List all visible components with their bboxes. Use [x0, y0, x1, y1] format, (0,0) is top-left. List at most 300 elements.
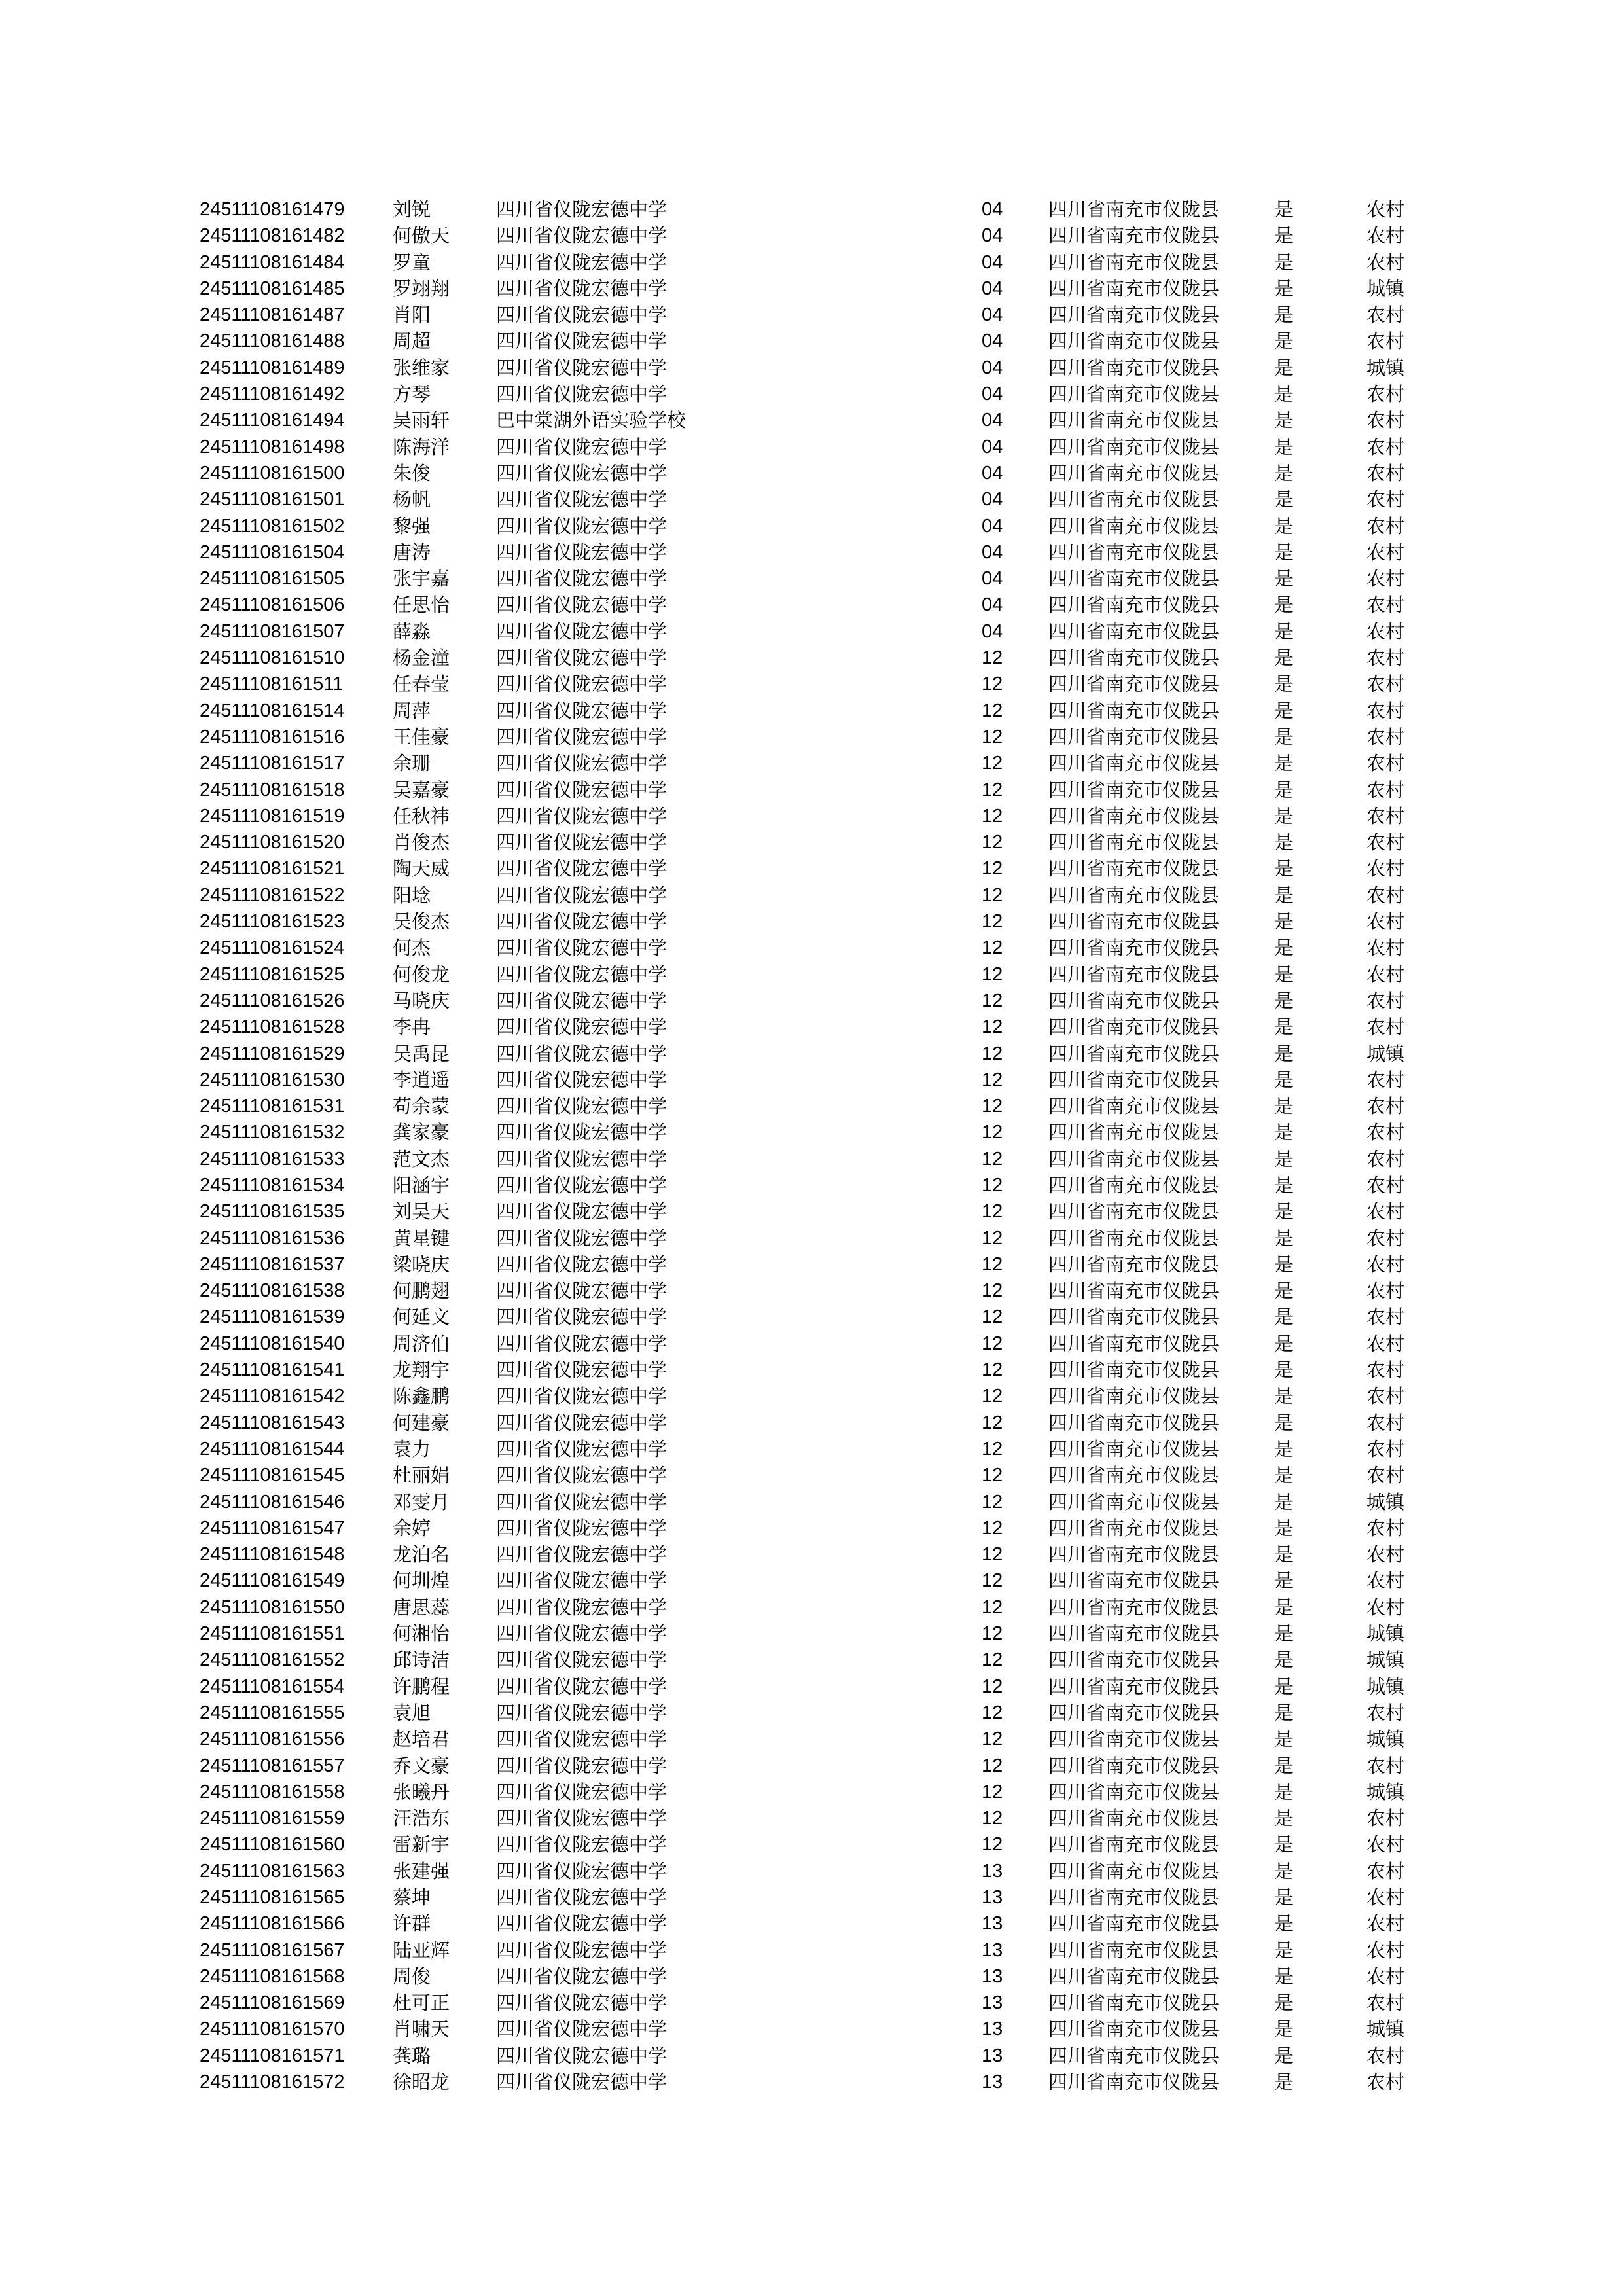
residence-type-cell: 城镇 — [1366, 1675, 1405, 1698]
table-row — [0, 829, 1623, 855]
category-code-cell: 12 — [982, 1280, 1003, 1302]
school-name-cell: 四川省仪陇宏德中学 — [496, 277, 668, 300]
address-cell: 四川省南充市仪陇县 — [1048, 937, 1220, 960]
category-code-cell: 12 — [982, 1227, 1003, 1249]
table-row — [0, 565, 1623, 592]
table-row — [0, 1251, 1623, 1278]
address-cell: 四川省南充市仪陇县 — [1048, 541, 1220, 564]
address-cell: 四川省南充市仪陇县 — [1048, 224, 1220, 247]
residence-type-cell: 城镇 — [1366, 1490, 1405, 1513]
category-code-cell: 12 — [982, 1544, 1003, 1566]
student-name-cell: 何俊龙 — [393, 963, 450, 986]
category-code-cell: 12 — [982, 1649, 1003, 1671]
student-id-cell: 24511108161539 — [200, 1306, 345, 1328]
category-code-cell: 04 — [982, 489, 1003, 511]
flag-cell: 是 — [1274, 356, 1294, 379]
table-row — [0, 1331, 1623, 1357]
address-cell: 四川省南充市仪陇县 — [1048, 330, 1220, 353]
address-cell: 四川省南充市仪陇县 — [1048, 1042, 1220, 1065]
student-name-cell: 刘锐 — [393, 198, 431, 221]
school-name-cell: 四川省仪陇宏德中学 — [496, 1332, 668, 1355]
address-cell: 四川省南充市仪陇县 — [1048, 1332, 1220, 1355]
category-code-cell: 12 — [982, 1781, 1003, 1803]
flag-cell: 是 — [1274, 2044, 1294, 2067]
flag-cell: 是 — [1274, 857, 1294, 880]
category-code-cell: 12 — [982, 1386, 1003, 1407]
student-id-cell: 24511108161560 — [200, 1834, 345, 1856]
student-name-cell: 袁力 — [393, 1437, 431, 1460]
address-cell: 四川省南充市仪陇县 — [1048, 1200, 1220, 1223]
student-id-cell: 24511108161550 — [200, 1596, 345, 1618]
address-cell: 四川省南充市仪陇县 — [1048, 594, 1220, 617]
school-name-cell: 四川省仪陇宏德中学 — [496, 330, 668, 353]
table-row — [0, 1621, 1623, 1647]
flag-cell: 是 — [1274, 1016, 1294, 1039]
category-code-cell: 12 — [982, 1808, 1003, 1829]
flag-cell: 是 — [1274, 1965, 1294, 1988]
student-id-cell: 24511108161492 — [200, 384, 345, 405]
school-name-cell: 四川省仪陇宏德中学 — [496, 383, 668, 406]
address-cell: 四川省南充市仪陇县 — [1048, 1464, 1220, 1487]
school-name-cell: 四川省仪陇宏德中学 — [496, 356, 668, 379]
table-row — [0, 223, 1623, 249]
address-cell: 四川省南充市仪陇县 — [1048, 435, 1220, 458]
flag-cell: 是 — [1274, 752, 1294, 775]
flag-cell: 是 — [1274, 1227, 1294, 1249]
residence-type-cell: 农村 — [1366, 1833, 1405, 1856]
residence-type-cell: 农村 — [1366, 1464, 1405, 1487]
student-id-cell: 24511108161479 — [200, 199, 345, 220]
table-row — [0, 1119, 1623, 1145]
student-name-cell: 龚璐 — [393, 2044, 431, 2067]
table-row — [0, 1357, 1623, 1383]
table-row — [0, 1041, 1623, 1067]
residence-type-cell: 城镇 — [1366, 277, 1405, 300]
address-cell: 四川省南充市仪陇县 — [1048, 461, 1220, 484]
residence-type-cell: 城镇 — [1366, 1728, 1405, 1751]
address-cell: 四川省南充市仪陇县 — [1048, 1253, 1220, 1276]
category-code-cell: 04 — [982, 515, 1003, 537]
school-name-cell: 四川省仪陇宏德中学 — [496, 1859, 668, 1882]
address-cell: 四川省南充市仪陇县 — [1048, 1306, 1220, 1329]
category-code-cell: 12 — [982, 990, 1003, 1011]
table-row — [0, 1647, 1623, 1673]
school-name-cell: 巴中棠湖外语实验学校 — [496, 409, 687, 432]
flag-cell: 是 — [1274, 1253, 1294, 1276]
student-id-cell: 24511108161511 — [200, 673, 344, 695]
student-id-cell: 24511108161529 — [200, 1043, 345, 1064]
flag-cell: 是 — [1274, 514, 1294, 537]
school-name-cell: 四川省仪陇宏德中学 — [496, 2071, 668, 2094]
student-name-cell: 罗童 — [393, 251, 431, 274]
address-cell: 四川省南充市仪陇县 — [1048, 567, 1220, 590]
student-name-cell: 何杰 — [393, 937, 431, 960]
student-name-cell: 吴禹昆 — [393, 1042, 450, 1065]
student-name-cell: 吴嘉豪 — [393, 778, 450, 801]
table-row — [0, 328, 1623, 354]
school-name-cell: 四川省仪陇宏德中学 — [496, 1411, 668, 1434]
student-name-cell: 许群 — [393, 1912, 431, 1935]
address-cell: 四川省南充市仪陇县 — [1048, 884, 1220, 906]
table-row — [0, 1093, 1623, 1119]
student-id-cell: 24511108161541 — [200, 1359, 345, 1381]
school-name-cell: 四川省仪陇宏德中学 — [496, 620, 668, 643]
school-name-cell: 四川省仪陇宏德中学 — [496, 910, 668, 933]
flag-cell: 是 — [1274, 910, 1294, 933]
category-code-cell: 12 — [982, 858, 1003, 880]
student-name-cell: 许鹏程 — [393, 1675, 450, 1698]
table-row — [0, 1726, 1623, 1752]
residence-type-cell: 农村 — [1366, 1227, 1405, 1249]
address-cell: 四川省南充市仪陇县 — [1048, 1543, 1220, 1566]
table-row — [0, 935, 1623, 961]
residence-type-cell: 农村 — [1366, 1701, 1405, 1724]
school-name-cell: 四川省仪陇宏德中学 — [496, 488, 668, 511]
table-row — [0, 1831, 1623, 1857]
flag-cell: 是 — [1274, 461, 1294, 484]
flag-cell: 是 — [1274, 1200, 1294, 1223]
category-code-cell: 13 — [982, 2072, 1003, 2093]
table-row — [0, 1383, 1623, 1409]
student-id-cell: 24511108161502 — [200, 515, 345, 537]
address-cell: 四川省南充市仪陇县 — [1048, 1227, 1220, 1249]
table-row — [0, 750, 1623, 776]
address-cell: 四川省南充市仪陇县 — [1048, 699, 1220, 722]
category-code-cell: 12 — [982, 1517, 1003, 1539]
table-row — [0, 1278, 1623, 1304]
residence-type-cell: 农村 — [1366, 330, 1405, 353]
school-name-cell: 四川省仪陇宏德中学 — [496, 1570, 668, 1592]
flag-cell: 是 — [1274, 1939, 1294, 1962]
school-name-cell: 四川省仪陇宏德中学 — [496, 804, 668, 827]
address-cell: 四川省南充市仪陇县 — [1048, 831, 1220, 854]
flag-cell: 是 — [1274, 1174, 1294, 1196]
residence-type-cell: 农村 — [1366, 488, 1405, 511]
flag-cell: 是 — [1274, 963, 1294, 986]
flag-cell: 是 — [1274, 1332, 1294, 1355]
category-code-cell: 04 — [982, 541, 1003, 563]
school-name-cell: 四川省仪陇宏德中学 — [496, 1780, 668, 1803]
student-name-cell: 杨帆 — [393, 488, 431, 511]
address-cell: 四川省南充市仪陇县 — [1048, 409, 1220, 432]
student-id-cell: 24511108161519 — [200, 805, 345, 827]
student-name-cell: 周济伯 — [393, 1332, 450, 1355]
category-code-cell: 12 — [982, 1148, 1003, 1170]
address-cell: 四川省南充市仪陇县 — [1048, 1095, 1220, 1118]
flag-cell: 是 — [1274, 198, 1294, 221]
student-name-cell: 刘昊天 — [393, 1200, 450, 1223]
school-name-cell: 四川省仪陇宏德中学 — [496, 461, 668, 484]
student-id-cell: 24511108161485 — [200, 278, 345, 299]
school-name-cell: 四川省仪陇宏德中学 — [496, 1701, 668, 1724]
student-id-cell: 24511108161558 — [200, 1781, 345, 1803]
student-id-cell: 24511108161520 — [200, 832, 345, 853]
category-code-cell: 04 — [982, 410, 1003, 431]
address-cell: 四川省南充市仪陇县 — [1048, 356, 1220, 379]
address-cell: 四川省南充市仪陇县 — [1048, 1780, 1220, 1803]
table-row — [0, 1198, 1623, 1225]
address-cell: 四川省南充市仪陇县 — [1048, 2018, 1220, 2041]
flag-cell: 是 — [1274, 1570, 1294, 1592]
residence-type-cell: 农村 — [1366, 1570, 1405, 1592]
school-name-cell: 四川省仪陇宏德中学 — [496, 1833, 668, 1856]
table-row — [0, 1910, 1623, 1937]
table-row — [0, 460, 1623, 486]
residence-type-cell: 农村 — [1366, 1332, 1405, 1355]
student-name-cell: 何湘怡 — [393, 1623, 450, 1645]
flag-cell: 是 — [1274, 1675, 1294, 1698]
residence-type-cell: 城镇 — [1366, 1649, 1405, 1672]
school-name-cell: 四川省仪陇宏德中学 — [496, 1623, 668, 1645]
table-row — [0, 513, 1623, 539]
residence-type-cell: 农村 — [1366, 2071, 1405, 2094]
residence-type-cell: 城镇 — [1366, 356, 1405, 379]
residence-type-cell: 农村 — [1366, 857, 1405, 880]
residence-type-cell: 农村 — [1366, 1754, 1405, 1777]
table-row — [0, 355, 1623, 381]
residence-type-cell: 农村 — [1366, 1200, 1405, 1223]
student-id-cell: 24511108161552 — [200, 1649, 345, 1671]
student-name-cell: 龚家豪 — [393, 1121, 450, 1144]
residence-type-cell: 农村 — [1366, 620, 1405, 643]
table-row — [0, 724, 1623, 750]
table-row — [0, 1594, 1623, 1621]
address-cell: 四川省南充市仪陇县 — [1048, 1992, 1220, 2015]
address-cell: 四川省南充市仪陇县 — [1048, 1121, 1220, 1144]
student-id-cell: 24511108161506 — [200, 594, 345, 616]
residence-type-cell: 农村 — [1366, 673, 1405, 696]
student-name-cell: 苟余蒙 — [393, 1095, 450, 1118]
table-row — [0, 1937, 1623, 1964]
address-cell: 四川省南充市仪陇县 — [1048, 1147, 1220, 1170]
table-row — [0, 276, 1623, 302]
address-cell: 四川省南充市仪陇县 — [1048, 989, 1220, 1012]
school-name-cell: 四川省仪陇宏德中学 — [496, 1728, 668, 1751]
residence-type-cell: 农村 — [1366, 1965, 1405, 1988]
student-id-cell: 24511108161501 — [200, 489, 345, 511]
table-row — [0, 1067, 1623, 1093]
student-id-cell: 24511108161524 — [200, 937, 345, 959]
category-code-cell: 04 — [982, 278, 1003, 299]
category-code-cell: 12 — [982, 1122, 1003, 1143]
table-row — [0, 196, 1623, 223]
flag-cell: 是 — [1274, 1649, 1294, 1672]
student-name-cell: 汪浩东 — [393, 1807, 450, 1830]
school-name-cell: 四川省仪陇宏德中学 — [496, 937, 668, 960]
student-id-cell: 24511108161551 — [200, 1623, 345, 1645]
address-cell: 四川省南充市仪陇县 — [1048, 1174, 1220, 1196]
flag-cell: 是 — [1274, 251, 1294, 274]
table-row — [0, 803, 1623, 829]
address-cell: 四川省南充市仪陇县 — [1048, 488, 1220, 511]
school-name-cell: 四川省仪陇宏德中学 — [496, 514, 668, 537]
student-id-cell: 24511108161526 — [200, 990, 345, 1011]
student-id-cell: 24511108161531 — [200, 1096, 345, 1117]
student-id-cell: 24511108161487 — [200, 304, 345, 326]
student-name-cell: 陈鑫鹏 — [393, 1385, 450, 1408]
table-row — [0, 2043, 1623, 2069]
address-cell: 四川省南充市仪陇县 — [1048, 620, 1220, 643]
student-name-cell: 张曦丹 — [393, 1780, 450, 1803]
table-row — [0, 2069, 1623, 2095]
category-code-cell: 13 — [982, 1992, 1003, 2014]
flag-cell: 是 — [1274, 725, 1294, 748]
table-row — [0, 882, 1623, 908]
student-id-cell: 24511108161571 — [200, 2045, 345, 2066]
category-code-cell: 12 — [982, 1069, 1003, 1090]
table-row — [0, 855, 1623, 882]
student-id-cell: 24511108161556 — [200, 1729, 345, 1750]
address-cell: 四川省南充市仪陇县 — [1048, 514, 1220, 537]
residence-type-cell: 农村 — [1366, 1095, 1405, 1118]
student-name-cell: 唐思蕊 — [393, 1596, 450, 1619]
student-id-cell: 24511108161534 — [200, 1174, 345, 1196]
school-name-cell: 四川省仪陇宏德中学 — [496, 1543, 668, 1566]
student-name-cell: 黎强 — [393, 514, 431, 537]
flag-cell: 是 — [1274, 383, 1294, 406]
address-cell: 四川省南充市仪陇县 — [1048, 1912, 1220, 1935]
student-id-cell: 24511108161570 — [200, 2018, 345, 2040]
flag-cell: 是 — [1274, 2018, 1294, 2041]
category-code-cell: 12 — [982, 1359, 1003, 1381]
table-row — [0, 1858, 1623, 1884]
address-cell: 四川省南充市仪陇县 — [1048, 804, 1220, 827]
address-cell: 四川省南充市仪陇县 — [1048, 1516, 1220, 1539]
school-name-cell: 四川省仪陇宏德中学 — [496, 1649, 668, 1672]
student-name-cell: 袁旭 — [393, 1701, 431, 1724]
student-name-cell: 马晓庆 — [393, 989, 450, 1012]
flag-cell: 是 — [1274, 304, 1294, 327]
address-cell: 四川省南充市仪陇县 — [1048, 383, 1220, 406]
student-id-cell: 24511108161507 — [200, 620, 345, 642]
address-cell: 四川省南充市仪陇县 — [1048, 1701, 1220, 1724]
student-id-cell: 24511108161566 — [200, 1913, 345, 1935]
flag-cell: 是 — [1274, 1280, 1294, 1302]
table-row — [0, 1884, 1623, 1910]
category-code-cell: 12 — [982, 1201, 1003, 1223]
residence-type-cell: 农村 — [1366, 1939, 1405, 1962]
student-name-cell: 陶天威 — [393, 857, 450, 880]
category-code-cell: 12 — [982, 1491, 1003, 1513]
residence-type-cell: 农村 — [1366, 304, 1405, 327]
residence-type-cell: 农村 — [1366, 1807, 1405, 1830]
school-name-cell: 四川省仪陇宏德中学 — [496, 1385, 668, 1408]
student-name-cell: 何傲天 — [393, 224, 450, 247]
flag-cell: 是 — [1274, 1623, 1294, 1645]
table-row — [0, 2016, 1623, 2042]
student-id-cell: 24511108161488 — [200, 331, 345, 352]
category-code-cell: 13 — [982, 1913, 1003, 1935]
student-id-cell: 24511108161504 — [200, 541, 345, 563]
address-cell: 四川省南充市仪陇县 — [1048, 1359, 1220, 1382]
category-code-cell: 12 — [982, 1596, 1003, 1618]
address-cell: 四川省南充市仪陇县 — [1048, 1807, 1220, 1830]
student-name-cell: 张宇嘉 — [393, 567, 450, 590]
flag-cell: 是 — [1274, 1912, 1294, 1935]
table-row — [0, 1515, 1623, 1541]
residence-type-cell: 农村 — [1366, 2044, 1405, 2067]
student-name-cell: 李逍遥 — [393, 1068, 450, 1091]
flag-cell: 是 — [1274, 1992, 1294, 2015]
address-cell: 四川省南充市仪陇县 — [1048, 1068, 1220, 1091]
student-id-cell: 24511108161549 — [200, 1570, 345, 1592]
table-row — [0, 1225, 1623, 1251]
school-name-cell: 四川省仪陇宏德中学 — [496, 725, 668, 748]
student-name-cell: 范文杰 — [393, 1147, 450, 1170]
address-cell: 四川省南充市仪陇县 — [1048, 1649, 1220, 1672]
school-name-cell: 四川省仪陇宏德中学 — [496, 831, 668, 854]
school-name-cell: 四川省仪陇宏德中学 — [496, 963, 668, 986]
flag-cell: 是 — [1274, 1359, 1294, 1382]
table-row — [0, 1489, 1623, 1515]
flag-cell: 是 — [1274, 1464, 1294, 1487]
residence-type-cell: 农村 — [1366, 594, 1405, 617]
flag-cell: 是 — [1274, 1728, 1294, 1751]
school-name-cell: 四川省仪陇宏德中学 — [496, 989, 668, 1012]
residence-type-cell: 农村 — [1366, 752, 1405, 775]
student-id-cell: 24511108161522 — [200, 884, 345, 906]
residence-type-cell: 农村 — [1366, 1385, 1405, 1408]
residence-type-cell: 农村 — [1366, 1516, 1405, 1539]
category-code-cell: 12 — [982, 1016, 1003, 1038]
residence-type-cell: 农村 — [1366, 725, 1405, 748]
table-row — [0, 1304, 1623, 1330]
flag-cell: 是 — [1274, 1042, 1294, 1065]
student-id-cell: 24511108161482 — [200, 225, 345, 247]
student-name-cell: 陈海洋 — [393, 435, 450, 458]
school-name-cell: 四川省仪陇宏德中学 — [496, 1490, 668, 1513]
table-row — [0, 1805, 1623, 1831]
school-name-cell: 四川省仪陇宏德中学 — [496, 1227, 668, 1249]
category-code-cell: 12 — [982, 1702, 1003, 1723]
school-name-cell: 四川省仪陇宏德中学 — [496, 541, 668, 564]
category-code-cell: 12 — [982, 884, 1003, 906]
school-name-cell: 四川省仪陇宏德中学 — [496, 1516, 668, 1539]
flag-cell: 是 — [1274, 1490, 1294, 1513]
table-row — [0, 302, 1623, 328]
school-name-cell: 四川省仪陇宏德中学 — [496, 1596, 668, 1619]
student-name-cell: 何延文 — [393, 1306, 450, 1329]
residence-type-cell: 农村 — [1366, 409, 1405, 432]
residence-type-cell: 农村 — [1366, 699, 1405, 722]
student-name-cell: 龙翔宇 — [393, 1359, 450, 1382]
table-row — [0, 1436, 1623, 1462]
residence-type-cell: 农村 — [1366, 567, 1405, 590]
school-name-cell: 四川省仪陇宏德中学 — [496, 778, 668, 801]
residence-type-cell: 农村 — [1366, 1596, 1405, 1619]
student-id-cell: 24511108161538 — [200, 1280, 345, 1302]
residence-type-cell: 农村 — [1366, 778, 1405, 801]
table-row — [0, 539, 1623, 565]
address-cell: 四川省南充市仪陇县 — [1048, 1437, 1220, 1460]
residence-type-cell: 农村 — [1366, 937, 1405, 960]
student-id-cell: 24511108161540 — [200, 1333, 345, 1354]
school-name-cell: 四川省仪陇宏德中学 — [496, 647, 668, 670]
student-id-cell: 24511108161535 — [200, 1201, 345, 1223]
residence-type-cell: 农村 — [1366, 1992, 1405, 2015]
category-code-cell: 12 — [982, 1438, 1003, 1460]
address-cell: 四川省南充市仪陇县 — [1048, 1280, 1220, 1302]
table-row — [0, 434, 1623, 460]
table-row — [0, 1568, 1623, 1594]
student-name-cell: 罗翊翔 — [393, 277, 450, 300]
residence-type-cell: 农村 — [1366, 435, 1405, 458]
category-code-cell: 12 — [982, 1333, 1003, 1354]
category-code-cell: 12 — [982, 753, 1003, 774]
student-id-cell: 24511108161543 — [200, 1412, 345, 1433]
student-id-cell: 24511108161523 — [200, 911, 345, 933]
residence-type-cell: 农村 — [1366, 963, 1405, 986]
